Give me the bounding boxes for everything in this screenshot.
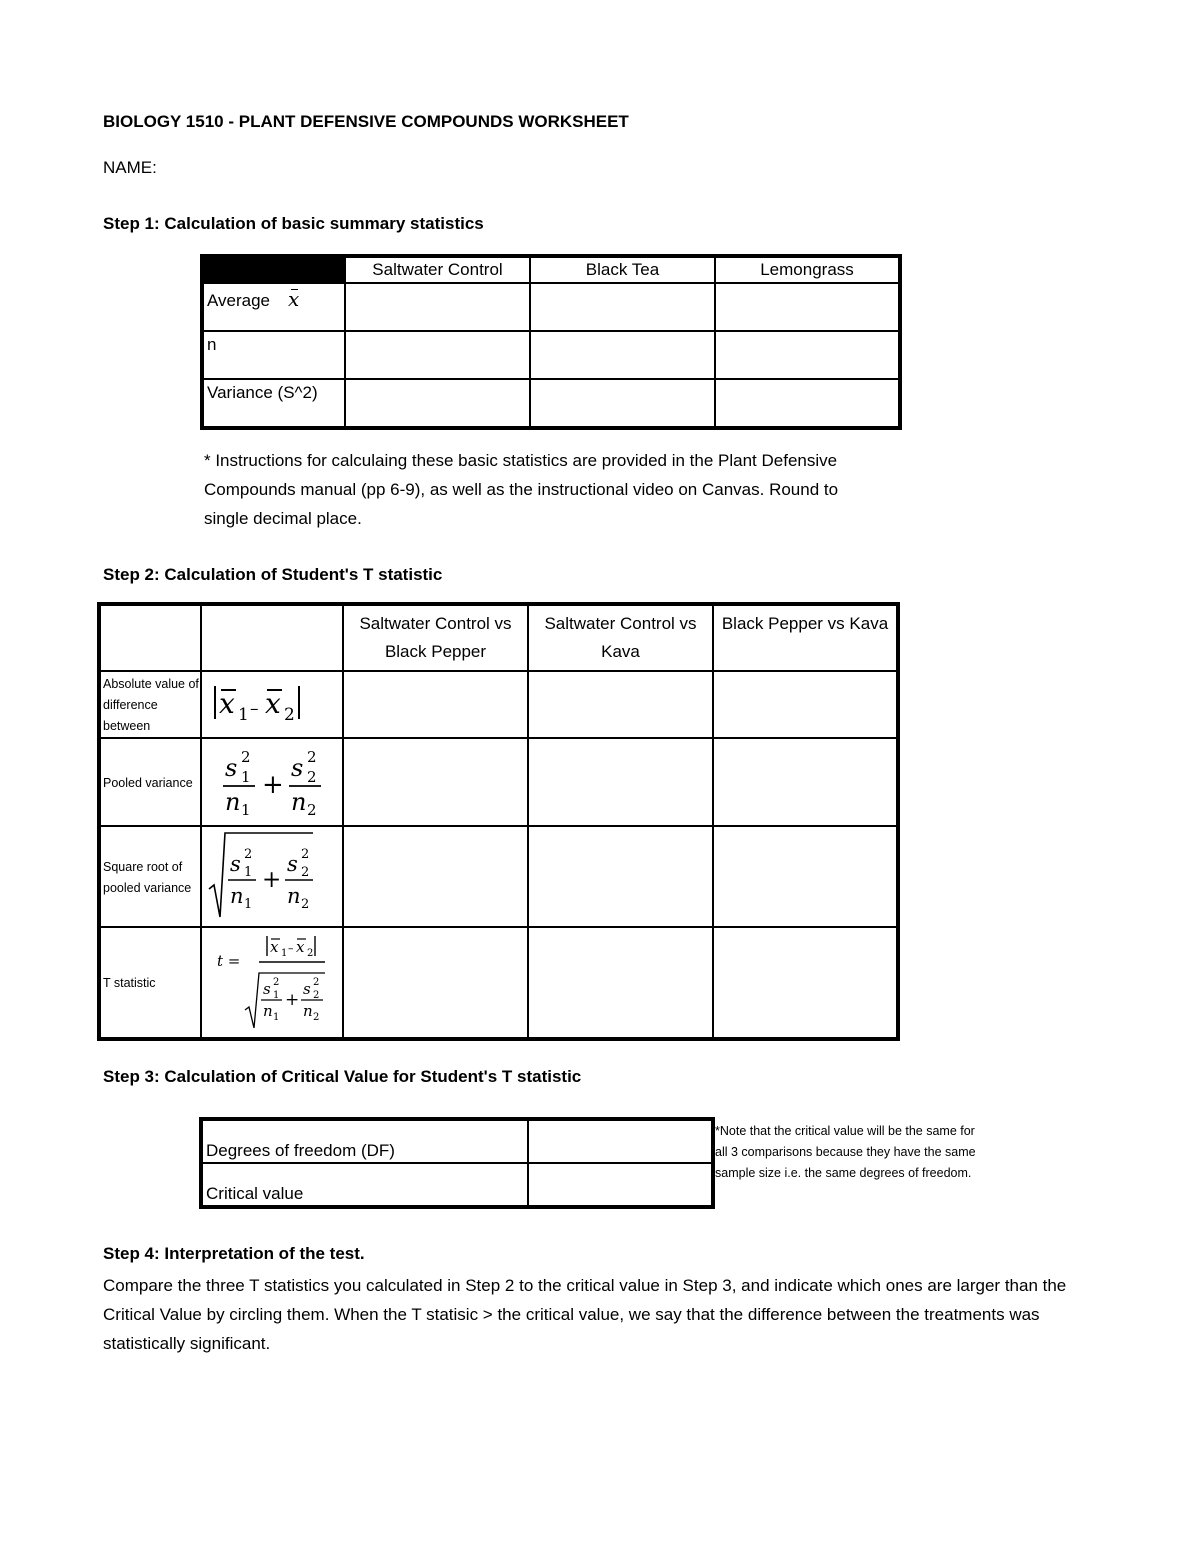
svg-text:n: n	[287, 884, 301, 908]
svg-text:2: 2	[307, 747, 317, 766]
svg-text:s: s	[287, 852, 298, 876]
step4-heading: Step 4: Interpretation of the test.	[103, 1244, 365, 1263]
svg-text:2: 2	[284, 705, 295, 725]
input-cell[interactable]	[530, 379, 715, 428]
svg-text:1: 1	[273, 990, 280, 1001]
row-label-critical-value: Critical value	[201, 1163, 528, 1207]
row-label-text: Average	[207, 291, 271, 310]
svg-text:n: n	[230, 884, 244, 908]
svg-text:n: n	[291, 787, 307, 816]
t-statistic-table	[97, 602, 900, 1041]
svg-text:x: x	[265, 687, 281, 720]
column-header: Lemongrass	[715, 256, 900, 283]
t-statistic-formula-graphic	[205, 928, 339, 1032]
svg-text:1: 1	[273, 1012, 280, 1023]
svg-text:2: 2	[313, 990, 320, 1001]
input-cell[interactable]	[530, 283, 715, 331]
header-corner-cell	[202, 256, 345, 283]
input-cell[interactable]	[345, 379, 530, 428]
row-label-t-statistic: T statistic	[99, 927, 201, 1039]
row-label-degrees-of-freedom: Degrees of freedom (DF)	[201, 1119, 528, 1163]
header-empty-cell	[99, 604, 201, 671]
svg-text:1: 1	[241, 800, 251, 819]
svg-text:s: s	[230, 852, 241, 876]
svg-text:x: x	[296, 938, 305, 956]
svg-text:+: +	[262, 769, 284, 800]
input-cell[interactable]	[528, 826, 713, 927]
svg-text:s: s	[263, 980, 271, 998]
column-header: Black Tea	[530, 256, 715, 283]
input-cell[interactable]	[343, 826, 528, 927]
svg-text:1: 1	[244, 865, 253, 880]
svg-text:x: x	[270, 938, 279, 956]
row-label-average	[202, 283, 345, 331]
svg-text:–: –	[288, 942, 294, 955]
svg-text:1: 1	[238, 705, 249, 725]
x-bar-symbol: x	[288, 287, 300, 311]
input-cell[interactable]	[713, 738, 898, 826]
pooled-variance-formula-graphic	[205, 740, 339, 820]
svg-text:2: 2	[307, 800, 317, 819]
input-cell[interactable]	[343, 927, 528, 1039]
svg-text:–: –	[250, 699, 259, 719]
step2-heading: Step 2: Calculation of Student's T statistic	[103, 565, 443, 584]
input-cell[interactable]	[713, 826, 898, 927]
square-root-formula-graphic	[205, 827, 339, 921]
input-cell[interactable]	[343, 738, 528, 826]
svg-text:1: 1	[241, 767, 251, 786]
step4-instructions: Compare the three T statistics you calculated in Step 2 to the critical value in Step 3, and indicate which ones are larger than the Critical Value by circling them. When the T statisic > the critical value, we say that the difference between the treatments was statistically significant.	[103, 1276, 1067, 1353]
svg-text:x: x	[219, 687, 235, 720]
input-cell[interactable]	[713, 671, 898, 738]
formula-square-root	[201, 826, 343, 927]
svg-text:2: 2	[313, 977, 320, 988]
column-header: Black Pepper vs Kava	[713, 604, 898, 671]
input-cell[interactable]	[345, 283, 530, 331]
column-header: Saltwater Control vs Kava	[528, 604, 713, 671]
svg-text:+: +	[262, 867, 282, 893]
svg-text:2: 2	[273, 977, 280, 988]
step1-instructions-note: * Instructions for calculaing these basic statistics are provided in the Plant Defensive Compounds manual (pp 6-9), as well as the instructional video on Canvas. Round to single decimal place.	[204, 451, 839, 528]
svg-text:s: s	[291, 753, 304, 782]
column-header: Saltwater Control vs Black Pepper	[343, 604, 528, 671]
svg-text:1: 1	[281, 948, 288, 959]
svg-text:2: 2	[313, 1012, 320, 1023]
svg-text:2: 2	[244, 847, 253, 862]
svg-text:2: 2	[307, 767, 317, 786]
svg-text:n: n	[303, 1002, 313, 1020]
row-label-square-root: Square root of pooled variance	[99, 826, 201, 927]
svg-text:2: 2	[241, 747, 251, 766]
svg-text:2: 2	[301, 897, 310, 912]
input-cell[interactable]	[713, 927, 898, 1039]
formula-pooled-variance	[201, 738, 343, 826]
input-cell[interactable]	[345, 331, 530, 379]
abs-diff-formula-graphic	[205, 677, 339, 727]
svg-text:2: 2	[301, 865, 310, 880]
input-cell[interactable]	[530, 331, 715, 379]
input-cell[interactable]	[528, 1163, 713, 1207]
t-equals-label: t =	[217, 952, 241, 970]
svg-text:n: n	[263, 1002, 273, 1020]
svg-text:+: +	[285, 990, 300, 1010]
column-header: Saltwater Control	[345, 256, 530, 283]
input-cell[interactable]	[715, 379, 900, 428]
critical-value-table	[199, 1117, 715, 1209]
svg-text:n: n	[225, 787, 241, 816]
formula-t-statistic	[201, 927, 343, 1039]
input-cell[interactable]	[528, 671, 713, 738]
svg-text:1: 1	[244, 897, 253, 912]
input-cell[interactable]	[528, 927, 713, 1039]
input-cell[interactable]	[343, 671, 528, 738]
row-label-pooled-variance: Pooled variance	[99, 738, 201, 826]
header-empty-cell	[201, 604, 343, 671]
formula-absolute-difference	[201, 671, 343, 738]
step3-heading: Step 3: Calculation of Critical Value for Student's T statistic	[103, 1067, 582, 1086]
step3-note: *Note that the critical value will be the same for all 3 comparisons because they have the same sample size i.e. the same degrees of freedom.	[715, 1124, 976, 1180]
row-label-n: n	[202, 331, 345, 379]
name-label: NAME:	[103, 158, 157, 177]
input-cell[interactable]	[715, 283, 900, 331]
input-cell[interactable]	[528, 738, 713, 826]
input-cell[interactable]	[715, 331, 900, 379]
row-label-variance: Variance (S^2)	[202, 379, 345, 428]
svg-text:2: 2	[301, 847, 310, 862]
summary-statistics-table	[200, 254, 902, 430]
row-label-absolute-difference: Absolute value of difference between	[99, 671, 201, 738]
svg-text:s: s	[225, 753, 238, 782]
page-title: BIOLOGY 1510 - PLANT DEFENSIVE COMPOUNDS WORKSHEET	[103, 112, 629, 131]
input-cell[interactable]	[528, 1119, 713, 1163]
svg-text:s: s	[303, 980, 311, 998]
step1-heading: Step 1: Calculation of basic summary statistics	[103, 214, 484, 233]
svg-text:2: 2	[307, 948, 314, 959]
